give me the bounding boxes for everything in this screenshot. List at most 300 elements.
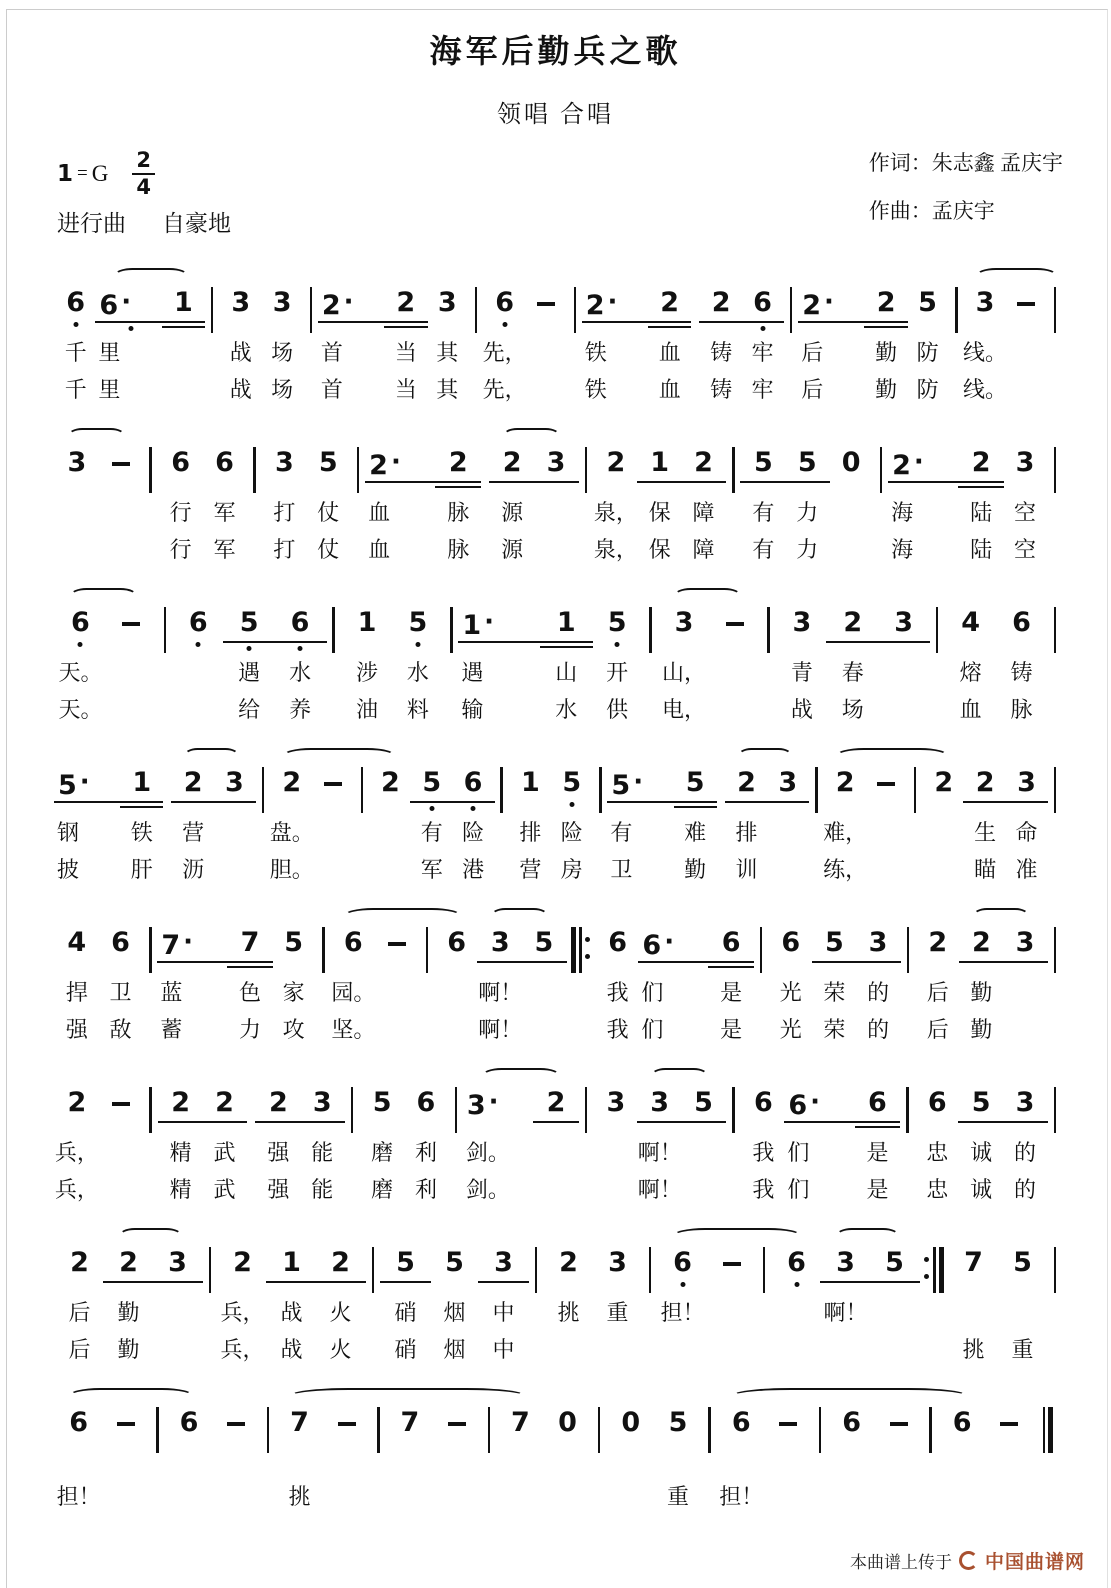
note-cell (55, 1227, 104, 1367)
note-cell (959, 427, 1003, 567)
lyric-syllable: 难 (684, 820, 707, 845)
note-digit: 0 (621, 1407, 641, 1438)
lyric-syllable: 是 (720, 980, 743, 1005)
time-signature (132, 149, 155, 199)
tie-arc (283, 748, 394, 763)
note-glyph (821, 1247, 870, 1293)
lyric-syllable: 千 (64, 377, 87, 402)
note-glyph (607, 1407, 654, 1453)
lyric-syllable (1047, 530, 1063, 567)
barline-stroke (880, 447, 883, 493)
lyric-syllable: 的 (867, 980, 890, 1005)
lyric-syllable (592, 850, 608, 887)
beam-underline (1005, 801, 1048, 804)
lyric-syllable (143, 530, 159, 567)
note-cell (945, 587, 996, 727)
lyric-syllable (1003, 1010, 1047, 1047)
lyric-syllable (544, 1477, 591, 1514)
note-glyph (945, 607, 996, 653)
note-glyph (583, 287, 652, 333)
note-glyph (306, 447, 350, 493)
lyric-syllable (365, 1330, 381, 1367)
beam-underline (699, 321, 742, 324)
lyric-syllable (578, 530, 594, 567)
note-digit: 5 (372, 1087, 392, 1118)
lyric-syllable (370, 813, 411, 850)
note-cell (596, 907, 640, 1047)
lyric-syllable (828, 1477, 875, 1514)
lyric-syllable: 油 (355, 697, 378, 722)
final-barline (1033, 1387, 1063, 1514)
beam-underline (458, 641, 544, 644)
lyric-syllable (948, 333, 964, 370)
barline-stroke (500, 767, 503, 813)
note-cell (658, 1227, 707, 1367)
note-cell (159, 427, 203, 567)
lyric-syllable: 重 (667, 1484, 690, 1509)
note-cell (459, 587, 540, 727)
lyric-syllable (878, 690, 929, 727)
lyricist-credit: 作词：朱志鑫 孟庆宇 (868, 151, 1063, 175)
lyric-syllable (756, 1293, 772, 1330)
note-glyph (541, 607, 592, 653)
lyric-syllable (528, 1293, 544, 1330)
beam-underline (266, 1281, 317, 1284)
note-cell (272, 907, 316, 1047)
lyric-syllable: 兵， (54, 1140, 99, 1165)
note-digit: 3 (272, 287, 292, 318)
note-cell (525, 267, 566, 407)
note-cell (267, 1227, 316, 1367)
tie-arc (491, 908, 548, 923)
lyric-syllable (525, 370, 566, 407)
note-cell (331, 907, 375, 1047)
note-digit: 6 (1012, 607, 1031, 638)
note-cell (682, 427, 726, 567)
lyric-syllable: 披 (57, 857, 80, 882)
lyric-syllable: 铸 (1010, 660, 1033, 685)
note-digit: 3 (494, 1247, 513, 1278)
song-subtitle: 领唱 合唱 (497, 102, 614, 128)
lyric-syllable: 重 (1011, 1337, 1034, 1362)
lyric-syllable (99, 493, 143, 530)
lyric-syllable (204, 370, 220, 407)
lyric-syllable: 忠 (926, 1140, 949, 1165)
note-cell (638, 1067, 682, 1207)
barline-stroke (1054, 927, 1057, 973)
lyric-syllable: 的 (867, 1017, 890, 1042)
note-glyph (964, 767, 1005, 813)
lyric-syllable: 脉 (1010, 697, 1033, 722)
note-cell (435, 907, 479, 1047)
lyric-syllable (643, 690, 659, 727)
note-glyph (649, 287, 690, 333)
note-glyph (639, 927, 712, 973)
note-digit: 6 (69, 1407, 88, 1438)
lyric-syllable (434, 1477, 481, 1514)
augmentation-dot: · (183, 927, 193, 957)
beam-underline (478, 1281, 529, 1284)
note-glyph (659, 607, 710, 653)
note-digit: 5 (562, 767, 582, 798)
note-glyph (594, 447, 638, 493)
lyric-syllable: 诚 (970, 1140, 993, 1165)
note-digit: 7 (964, 1247, 983, 1278)
lyric-syllable (255, 850, 271, 887)
note-cell (256, 1067, 300, 1207)
barline (315, 907, 331, 1047)
lyric-syllable: 兵， (220, 1337, 265, 1362)
lyric-syllable (525, 333, 566, 370)
lyric-syllable: 千 (64, 340, 87, 365)
note-cell (659, 587, 710, 727)
augmentation-dot: · (79, 767, 90, 797)
barline-stroke (936, 607, 939, 653)
note-glyph (218, 1247, 267, 1293)
note-glyph (434, 1407, 481, 1453)
lyric-syllable: 蓝 (160, 980, 183, 1005)
lyric-syllable: 输 (461, 697, 484, 722)
note-digit: 3 (437, 287, 457, 318)
note-digit: 3 (231, 287, 251, 318)
note-cell (261, 267, 302, 407)
lyric-syllable: 啊！ (637, 1140, 682, 1165)
note-digit: 6 (927, 1087, 947, 1118)
barline (528, 1227, 544, 1367)
beam-underline (784, 481, 830, 484)
lyric-syllable (534, 1170, 578, 1207)
augmentation-dot: · (633, 767, 644, 797)
beam-underline (380, 1281, 431, 1284)
tie-arc (184, 748, 238, 763)
lyric-syllable (923, 850, 964, 887)
beam-underline (681, 481, 727, 484)
lyric-syllable (494, 813, 510, 850)
upload-note: 本曲谱上传于 (849, 1553, 952, 1572)
note-digit: 6 (290, 607, 310, 638)
barline-stroke (209, 1247, 212, 1293)
lyric-syllable: 的 (1014, 1177, 1037, 1202)
lyric-syllable: 勤 (875, 377, 898, 402)
beam-underline (533, 1121, 579, 1124)
lyric-syllable: 有 (420, 820, 443, 845)
note-extension-dash (448, 1422, 466, 1426)
note-cell (312, 747, 353, 887)
lyric-syllable (142, 973, 158, 1010)
note-digit: 7 (240, 927, 260, 958)
note-glyph (915, 1087, 959, 1133)
note-glyph (1003, 927, 1047, 973)
lyric-syllable: 难， (823, 820, 868, 845)
lyric-syllable: 场 (271, 377, 294, 402)
barline (1047, 267, 1063, 407)
lyric-syllable (419, 973, 435, 1010)
note-cell (366, 427, 436, 567)
time-signature-numerator: 2 (132, 149, 155, 175)
note-cell (385, 267, 426, 407)
lyric-syllable: 色 (238, 980, 261, 1005)
key-tonic-number: 1 (57, 161, 74, 188)
lyric-syllable (702, 1477, 718, 1514)
note-cell (436, 427, 480, 567)
barline (142, 907, 158, 1047)
tie-arc (503, 428, 560, 443)
note-digit: 2 (892, 450, 911, 481)
lyric-syllable: 能 (311, 1177, 334, 1202)
lyric-syllable: 忠 (926, 1177, 949, 1202)
note-cell (522, 907, 566, 1047)
barline-stroke (574, 287, 577, 333)
note-glyph (104, 1247, 153, 1293)
note-glyph (865, 287, 906, 333)
note-digit: 6 (781, 927, 801, 958)
note-cell (551, 747, 592, 887)
lyric-syllable: 家 (282, 980, 305, 1005)
note-glyph (638, 1087, 682, 1133)
note-glyph (544, 1247, 593, 1293)
note-digit: 6 (952, 1407, 972, 1438)
lyric-syllable (829, 530, 873, 567)
barline-stroke (708, 1407, 711, 1453)
lyric-syllable (157, 690, 173, 727)
lyric-syllable: 血 (658, 377, 681, 402)
note-digit: 2 (331, 1247, 350, 1278)
note-glyph (593, 1247, 642, 1293)
lyric-syllable: 海 (891, 537, 914, 562)
note-glyph (765, 1407, 812, 1453)
note-glyph (866, 767, 907, 813)
tie-arc (68, 428, 125, 443)
lyric-syllable (658, 1330, 707, 1367)
lyric-syllable: 训 (735, 857, 758, 882)
barline-stroke (372, 1247, 375, 1293)
lyric-syllable: 卫 (610, 857, 633, 882)
beam-underline (766, 801, 809, 804)
barline (929, 587, 945, 727)
note-glyph (224, 607, 275, 653)
note-cell (275, 587, 326, 727)
note-glyph (522, 927, 566, 973)
note-cell (821, 1227, 870, 1367)
lyric-syllable (528, 1330, 544, 1367)
barline-stroke (929, 1407, 932, 1453)
lyric-syllable: 光 (779, 1017, 802, 1042)
note-digit: 5 (825, 927, 844, 958)
lyric-syllable (365, 1293, 381, 1330)
note-glyph (173, 607, 224, 653)
augmentation-dot: · (343, 287, 354, 317)
note-digit: 2 (70, 1247, 89, 1278)
barline-stroke (1054, 607, 1057, 653)
lyric-syllable: 险 (462, 820, 485, 845)
note-cell (707, 1227, 756, 1367)
note-digit: 5 (918, 287, 937, 318)
lyric-syllable: 牢 (751, 377, 774, 402)
lyric-syllable: 保 (648, 500, 671, 525)
note-cell (478, 907, 522, 1047)
lyric-syllable (949, 1293, 998, 1330)
lyric-syllable (370, 1477, 386, 1514)
lyric-syllable: 水 (289, 660, 312, 685)
note-digit: 2 (183, 767, 203, 798)
lyric-syllable: 担！ (56, 1484, 101, 1509)
lyric-syllable: 青 (790, 660, 813, 685)
note-digit: 2 (876, 287, 896, 318)
note-glyph (158, 927, 231, 973)
lyric-syllable (143, 493, 159, 530)
lyric-syllable: 铁 (130, 820, 153, 845)
lyric-syllable (370, 850, 411, 887)
note-cell (510, 747, 551, 887)
lyric-syllable (544, 1330, 593, 1367)
note-cell (785, 427, 829, 567)
lyric-syllable (607, 1477, 654, 1514)
note-cell (375, 907, 419, 1047)
note-glyph (870, 1247, 919, 1293)
lyric-syllable: 血 (368, 500, 391, 525)
key-equals-sign: = (77, 163, 88, 185)
lyric-syllable: 营 (182, 820, 205, 845)
note-cell (99, 907, 143, 1047)
barline-stroke (149, 447, 152, 493)
score-meta (55, 143, 1063, 261)
note-extension-dash (779, 1422, 797, 1426)
note-cell (544, 1387, 591, 1514)
lyric-syllable: 强 (267, 1177, 290, 1202)
note-cell (594, 1067, 638, 1207)
note-glyph (497, 1407, 544, 1453)
augmentation-dot: · (664, 927, 675, 957)
lyric-syllable: 里 (98, 340, 121, 365)
note-glyph (464, 1087, 537, 1133)
note-digit: 1 (462, 610, 482, 641)
note-glyph (827, 607, 878, 653)
lyric-syllable: 硝 (394, 1300, 417, 1325)
lyric-syllable: 准 (1015, 857, 1038, 882)
note-glyph (726, 767, 767, 813)
beam-underline (812, 961, 858, 964)
barline (204, 267, 220, 407)
note-digit: 3 (792, 607, 812, 638)
note-digit: 5 (611, 770, 631, 801)
beam-underline (477, 961, 523, 964)
lyric-syllable (578, 1170, 594, 1207)
note-cell (654, 1387, 701, 1514)
lyric-syllable: 勤 (970, 980, 993, 1005)
note-glyph (1003, 447, 1047, 493)
note-digit: 2 (282, 767, 302, 798)
lyric-syllable (255, 813, 271, 850)
barline-stroke (1054, 1247, 1057, 1293)
note-cell (776, 587, 827, 727)
note-glyph (856, 1087, 900, 1133)
lyric-syllable: 盘。 (269, 820, 314, 845)
lyric-syllable: 仗 (317, 537, 340, 562)
lyric-syllable (1047, 690, 1063, 727)
beam-underline (674, 806, 717, 809)
barline (1047, 427, 1063, 567)
note-glyph (159, 447, 203, 493)
note-cell (262, 427, 306, 567)
note-glyph (608, 767, 677, 813)
note-glyph (707, 1247, 756, 1293)
note-digit: 3 (836, 1247, 855, 1278)
lyric-syllable (594, 1133, 638, 1170)
barline (591, 1387, 607, 1514)
beam-underline (864, 326, 907, 329)
note-glyph (907, 287, 948, 333)
time-signature-denominator: 4 (136, 175, 151, 200)
lyric-syllable: 担！ (660, 1300, 705, 1325)
lyric-syllable (783, 333, 799, 370)
lyric-syllable: 防 (916, 340, 939, 365)
tie-arc (673, 1228, 802, 1243)
augmentation-dot: · (488, 1087, 499, 1117)
lyric-syllable (202, 1330, 218, 1367)
lyric-syllable (899, 1133, 915, 1170)
notes-row (55, 747, 1063, 887)
barline (948, 267, 964, 407)
note-glyph (256, 1087, 300, 1133)
lyric-syllable (594, 1170, 638, 1207)
note-glyph (459, 607, 543, 653)
tie-arc (344, 908, 461, 923)
barline (592, 747, 608, 887)
note-digit: 7 (510, 1407, 530, 1438)
note-cell (220, 267, 261, 407)
note-cell (592, 587, 643, 727)
lyric-syllable: 泉， (593, 500, 638, 525)
lyric-syllable: 武 (213, 1140, 236, 1165)
beam-underline (959, 961, 1005, 964)
lyric-syllable (725, 1170, 741, 1207)
note-cell (767, 747, 808, 887)
note-cell (411, 747, 452, 887)
note-digit: 1 (556, 607, 576, 638)
note-cell (203, 427, 247, 567)
note-glyph (435, 927, 479, 973)
lyric-syllable (435, 973, 479, 1010)
note-glyph (375, 927, 419, 973)
lyric-syllable: 剑。 (465, 1177, 510, 1202)
lyric-syllable: 脉 (447, 500, 470, 525)
beam-underline (202, 1121, 248, 1124)
beam-underline (855, 961, 901, 964)
lyric-syllable: 线。 (962, 340, 1007, 365)
lyric-syllable (642, 1293, 658, 1330)
note-cell (639, 907, 709, 1047)
note-cell (218, 1227, 267, 1367)
lyric-syllable: 天。 (58, 697, 103, 722)
note-extension-dash (726, 622, 744, 626)
low-octave-dot (615, 642, 620, 647)
barline-stroke (763, 1247, 766, 1293)
lyric-syllable: 场 (271, 340, 294, 365)
note-glyph (592, 607, 643, 653)
lyric-syllable: 房 (560, 857, 583, 882)
barline (899, 1067, 915, 1207)
note-glyph (55, 1247, 104, 1293)
note-cell (1003, 907, 1047, 1047)
note-cell (534, 1067, 578, 1207)
lyric-syllable: 有 (752, 500, 775, 525)
barline (143, 1067, 159, 1207)
lyric-syllable: 保 (648, 537, 671, 562)
note-extension-dash (890, 1422, 908, 1426)
lyric-syllable (350, 530, 366, 567)
note-cell (878, 587, 929, 727)
note-digit: 5 (971, 1087, 991, 1118)
